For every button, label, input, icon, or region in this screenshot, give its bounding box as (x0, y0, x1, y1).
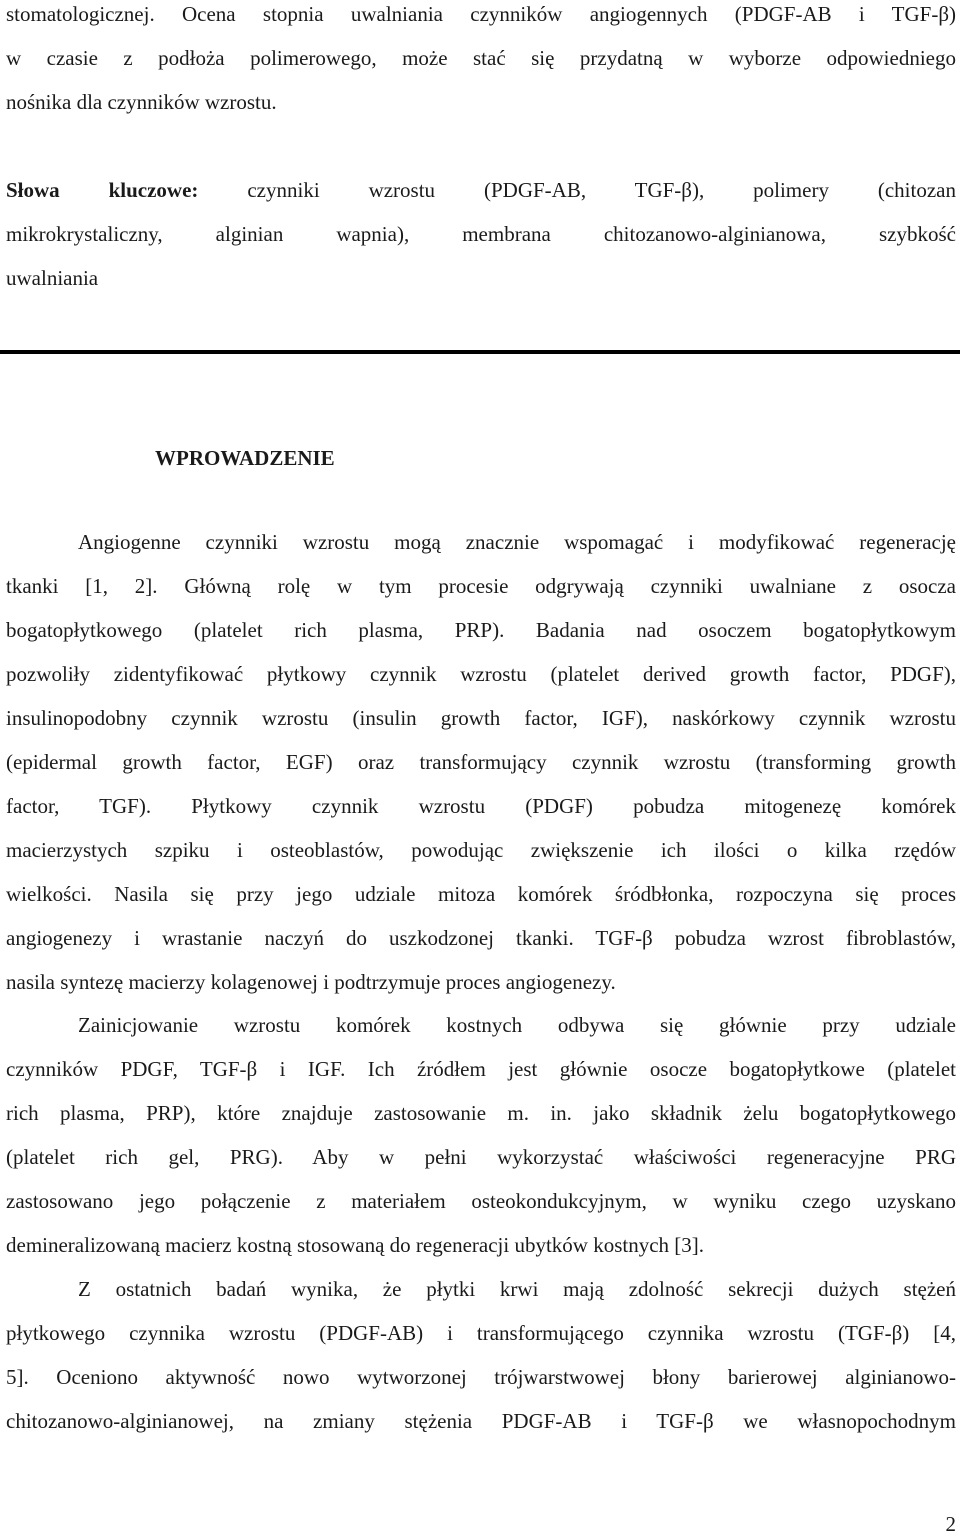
text-line: wielkości. Nasila się przy jego udziale mitoza komórek śródbłonka, rozpoczyna się proces (6, 882, 956, 906)
text-line: czynników PDGF, TGF-β i IGF. Ich źródłem jest głównie osocze bogatopłytkowe (platelet (6, 1057, 956, 1081)
text-line: macierzystych szpiku i osteoblastów, powodując zwiększenie ich ilości o kilka rzędów (6, 838, 956, 862)
text-line: uwalniania (6, 266, 99, 290)
text-line: Angiogenne czynniki wzrostu mogą znacznie wspomagać i modyfikować regenerację (78, 530, 956, 554)
text-line: angiogenezy i wrastanie naczyń do uszkodzonej tkanki. TGF-β pobudza wzrost fibroblastów, (6, 926, 956, 950)
text-line: Zainicjowanie wzrostu komórek kostnych odbywa się głównie przy udziale (78, 1013, 956, 1037)
paragraph-2 (6, 1003, 956, 1267)
text-line: nasila syntezę macierzy kolagenowej i podtrzymuje proces angiogenezy. (6, 970, 616, 994)
text-line: rich plasma, PRP), które znajduje zastosowanie m. in. jako składnik żelu bogatopłytkowego (6, 1101, 956, 1125)
keywords-line (6, 168, 956, 212)
text-line: nośnika dla czynników wzrostu. (6, 90, 277, 114)
text-line: factor, TGF). Płytkowy czynnik wzrostu (PDGF) pobudza mitogenezę komórek (6, 794, 956, 818)
abstract-tail (6, 0, 956, 124)
keywords-label: Słowa kluczowe: (6, 178, 199, 202)
page-number: 2 (945, 1512, 956, 1536)
text-line: zastosowano jego połączenie z materiałem osteokondukcyjnym, w wyniku czego uzyskano (6, 1189, 956, 1213)
text-line: chitozanowo-alginianowej, na zmiany stężenia PDGF-AB i TGF-β we własnopochodnym (6, 1409, 956, 1433)
text-line: płytkowego czynnika wzrostu (PDGF-AB) i transformującego czynnika wzrostu (TGF-β) [4, (6, 1321, 956, 1345)
text-line: tkanki [1, 2]. Główną rolę w tym procesie odgrywają czynniki uwalniane z osocza (6, 574, 956, 598)
text-line: w czasie z podłoża polimerowego, może stać się przydatną w wyborze odpowiedniego (6, 46, 956, 70)
keywords (6, 168, 956, 300)
text-line: 5]. Oceniono aktywność nowo wytworzonej trójwarstwowej błony barierowej alginianowo- (6, 1365, 956, 1389)
text-line: stomatologicznej. Ocena stopnia uwalniania czynników angiogennych (PDGF-AB i TGF-β) (6, 2, 956, 26)
paragraph-1 (6, 520, 956, 1004)
text-line: (epidermal growth factor, EGF) oraz transformujący czynnik wzrostu (transforming growth (6, 750, 956, 774)
text-line: bogatopłytkowego (platelet rich plasma, PRP). Badania nad osoczem bogatopłytkowym (6, 618, 956, 642)
paragraph-3 (6, 1267, 956, 1443)
text-line: Z ostatnich badań wynika, że płytki krwi mają zdolność sekrecji dużych stężeń (78, 1277, 956, 1301)
text-line: pozwoliły zidentyfikować płytkowy czynnik wzrostu (platelet derived growth factor, PDGF), (6, 662, 956, 686)
section-divider (0, 350, 960, 354)
text-line: demineralizowaną macierz kostną stosowaną do regeneracji ubytków kostnych [3]. (6, 1233, 705, 1257)
keywords-text: czynniki wzrostu (PDGF-AB, TGF-β), polimery (chitozan (198, 178, 956, 202)
text-line: mikrokrystaliczny, alginian wapnia), membrana chitozanowo-alginianowa, szybkość (6, 222, 956, 246)
text-line: insulinopodobny czynnik wzrostu (insulin growth factor, IGF), naskórkowy czynnik wzrostu (6, 706, 956, 730)
text-line: (platelet rich gel, PRG). Aby w pełni wykorzystać właściwości regeneracyjne PRG (6, 1145, 956, 1169)
section-heading: WPROWADZENIE (155, 446, 335, 470)
